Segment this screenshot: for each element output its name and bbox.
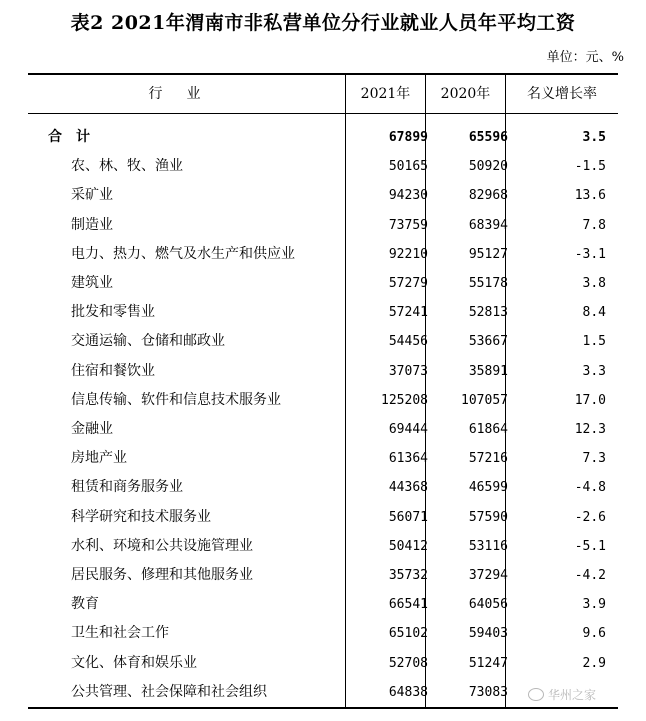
table-row [28, 298, 618, 327]
value-2021-cell: 52708 [388, 655, 428, 671]
value-2021-cell: 94230 [388, 188, 428, 204]
industry-cell: 交通运输、仓储和邮政业 [71, 333, 225, 350]
value-2021-cell: 57241 [388, 305, 428, 321]
table-row [28, 152, 618, 181]
watermark [528, 686, 596, 703]
industry-cell: 租赁和商务服务业 [71, 479, 183, 496]
table-row [28, 561, 618, 590]
total-row [28, 123, 618, 152]
growth-cell: 3.5 [582, 130, 606, 145]
growth-cell: -3.1 [574, 246, 606, 262]
table-row [28, 590, 618, 619]
table-row [28, 327, 618, 356]
value-2021-cell: 61364 [388, 451, 428, 467]
table-row [28, 649, 618, 678]
industry-cell: 金融业 [71, 421, 113, 437]
table-row [28, 211, 618, 240]
growth-cell: 12.3 [574, 422, 606, 437]
value-2021-cell: 67899 [388, 130, 428, 145]
industry-cell: 采矿业 [71, 187, 113, 204]
value-2021-cell: 44368 [388, 480, 428, 496]
table-row [28, 386, 618, 415]
industry-cell: 住宿和餐饮业 [71, 362, 155, 379]
value-2020-cell: 52813 [468, 305, 508, 321]
industry-cell: 教育 [71, 596, 99, 613]
value-2021-cell: 56071 [388, 509, 428, 525]
value-2020-cell: 64056 [468, 597, 508, 613]
value-2020-cell: 68394 [468, 217, 508, 233]
growth-cell: 7.3 [582, 451, 606, 467]
growth-cell: 17.0 [574, 392, 606, 408]
industry-cell: 居民服务、修理和其他服务业 [71, 567, 253, 583]
industry-cell: 电力、热力、燃气及水生产和供应业 [71, 245, 295, 262]
growth-cell: -2.6 [574, 509, 606, 525]
growth-cell: 1.5 [582, 334, 606, 350]
value-2020-cell: 37294 [468, 568, 508, 583]
value-2021-cell: 73759 [388, 217, 428, 233]
growth-cell: 13.6 [574, 188, 606, 204]
value-2021-cell: 54456 [388, 334, 428, 350]
industry-cell: 公共管理、社会保障和社会组织 [71, 683, 267, 700]
header-2020: 2020年 [440, 86, 491, 102]
value-2021-cell: 50165 [388, 159, 428, 175]
table-header-rule [28, 113, 618, 114]
value-2021-cell: 125208 [381, 392, 428, 408]
table-row [28, 415, 618, 444]
value-2021-cell: 57279 [388, 276, 428, 291]
value-2020-cell: 65596 [468, 130, 508, 145]
growth-cell: 7.8 [582, 217, 606, 233]
industry-cell: 房地产业 [71, 450, 127, 467]
value-2020-cell: 73083 [468, 684, 508, 700]
value-2021-cell: 69444 [388, 422, 428, 437]
industry-cell: 合计 [48, 129, 104, 145]
value-2021-cell: 92210 [388, 246, 428, 262]
unit-label: 单位：元、% [546, 50, 624, 65]
growth-cell: -5.1 [574, 538, 606, 554]
growth-cell: -4.2 [574, 568, 606, 583]
growth-cell: 3.8 [582, 276, 606, 291]
table-row [28, 532, 618, 561]
value-2020-cell: 46599 [468, 480, 508, 496]
table-row [28, 269, 618, 298]
header-2021: 2021年 [360, 86, 411, 102]
table-row [28, 473, 618, 502]
value-2020-cell: 57590 [468, 509, 508, 525]
value-2020-cell: 35891 [468, 363, 508, 379]
growth-cell: 8.4 [582, 305, 606, 321]
table-row [28, 619, 618, 648]
value-2020-cell: 61864 [468, 422, 508, 437]
growth-cell: 2.9 [582, 655, 606, 671]
value-2020-cell: 53667 [468, 334, 508, 350]
value-2020-cell: 59403 [468, 626, 508, 642]
value-2021-cell: 65102 [388, 626, 428, 642]
value-2021-cell: 37073 [388, 363, 428, 379]
watermark-text: 华州之家 [548, 688, 597, 702]
growth-cell: 3.9 [582, 597, 606, 613]
industry-cell: 文化、体育和娱乐业 [71, 654, 197, 671]
value-2020-cell: 51247 [468, 655, 508, 671]
header-growth: 名义增长率 [527, 86, 597, 102]
industry-cell: 信息传输、软件和信息技术服务业 [71, 391, 281, 408]
value-2020-cell: 50920 [468, 159, 508, 175]
growth-cell: 3.3 [582, 363, 606, 379]
value-2020-cell: 107057 [461, 392, 508, 408]
industry-cell: 卫生和社会工作 [71, 625, 169, 642]
table-row [28, 240, 618, 269]
industry-cell: 制造业 [71, 216, 113, 233]
growth-cell: -1.5 [574, 159, 606, 175]
growth-cell: 9.6 [582, 626, 606, 642]
wechat-icon [528, 688, 544, 701]
table-row [28, 181, 618, 210]
value-2020-cell: 95127 [468, 246, 508, 262]
value-2021-cell: 50412 [388, 538, 428, 554]
value-2020-cell: 57216 [468, 451, 508, 467]
industry-cell: 批发和零售业 [71, 304, 155, 321]
value-2021-cell: 66541 [388, 597, 428, 613]
growth-cell: -4.8 [574, 480, 606, 496]
table-row [28, 503, 618, 532]
industry-cell: 建筑业 [71, 275, 113, 291]
header-industry: 行业 [148, 86, 225, 102]
industry-cell: 科学研究和技术服务业 [71, 508, 211, 525]
table-row [28, 444, 618, 473]
industry-cell: 水利、环境和公共设施管理业 [71, 537, 253, 554]
table-bottom-rule [28, 707, 618, 709]
value-2020-cell: 55178 [468, 276, 508, 291]
value-2021-cell: 35732 [388, 568, 428, 583]
value-2020-cell: 53116 [468, 538, 508, 554]
value-2021-cell: 64838 [388, 684, 428, 700]
value-2020-cell: 82968 [468, 188, 508, 204]
table-title: 表2 2021年渭南市非私营单位分行业就业人员年平均工资 [70, 12, 576, 34]
table-row [28, 357, 618, 386]
industry-cell: 农、林、牧、渔业 [71, 158, 183, 175]
